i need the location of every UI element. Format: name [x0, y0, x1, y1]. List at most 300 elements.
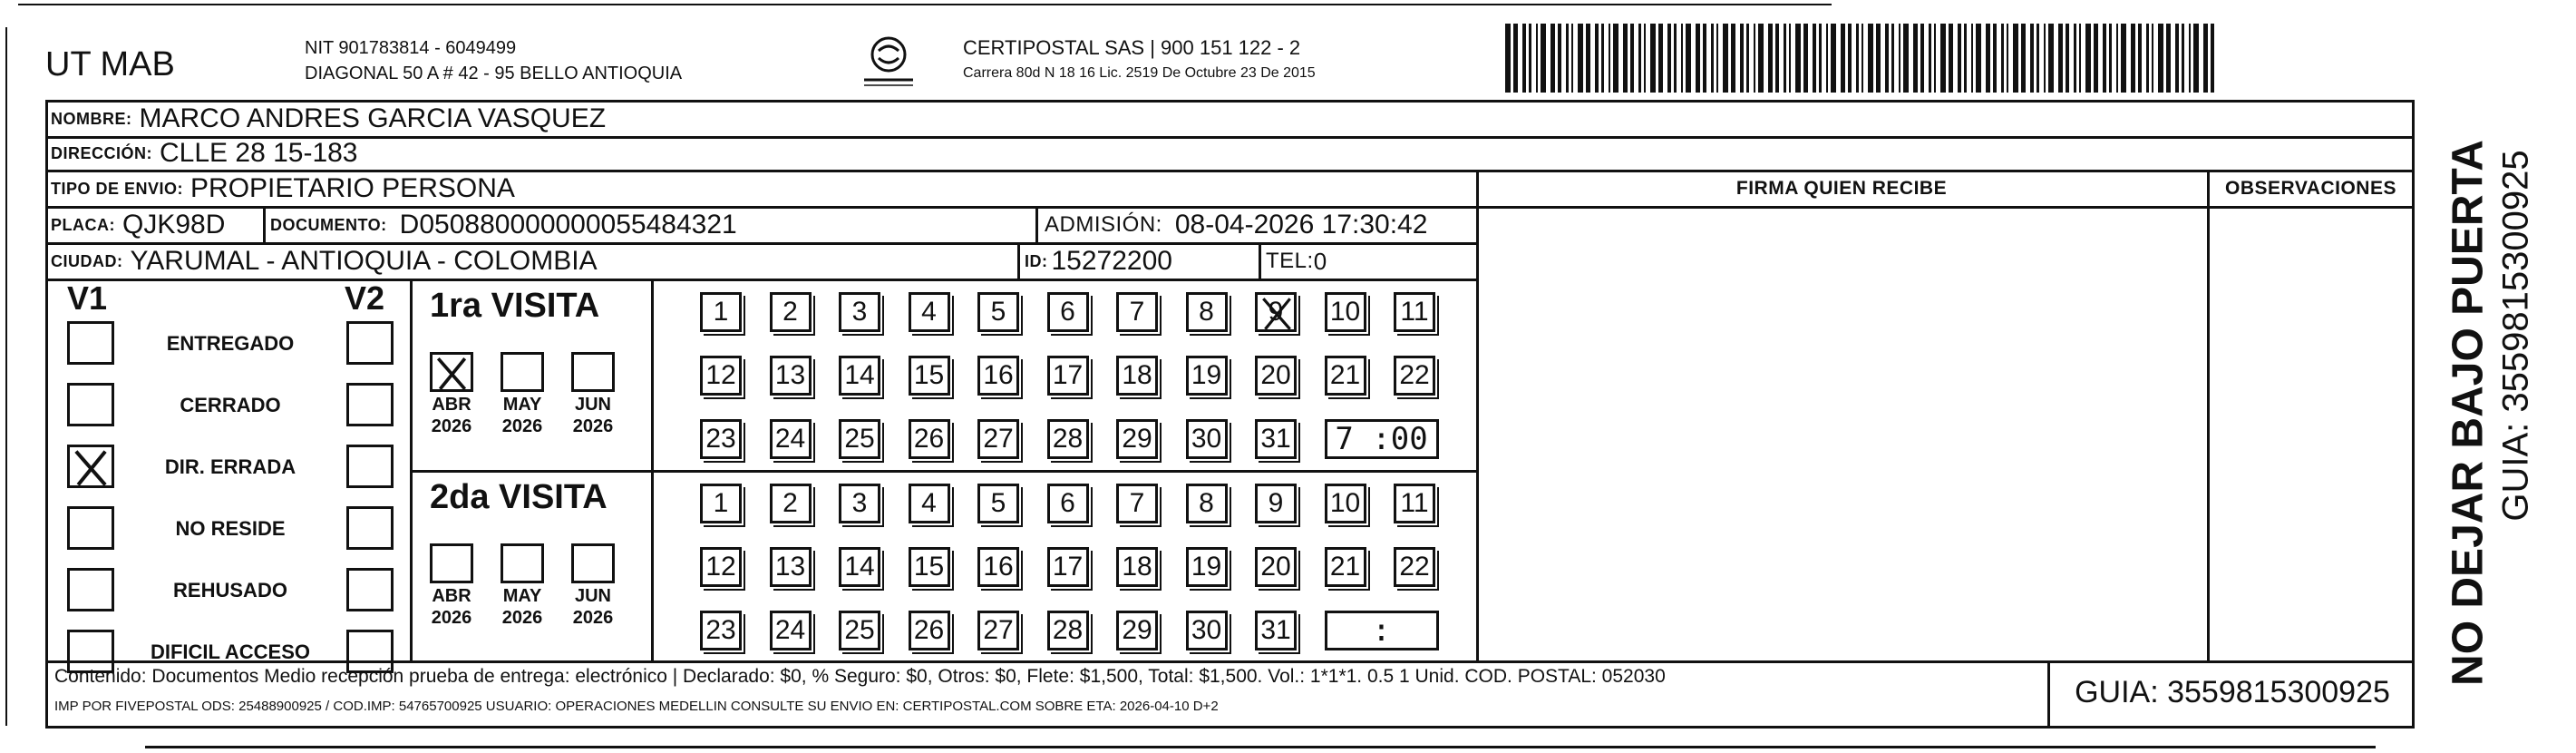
barcode-bar — [1819, 24, 1822, 93]
day-box[interactable] — [909, 356, 950, 396]
barcode-bar — [1891, 24, 1894, 93]
v1-label: V1 — [67, 279, 108, 317]
month-name: ABR — [432, 395, 471, 415]
check-x-icon — [1258, 295, 1296, 333]
id-label: ID: — [1025, 251, 1048, 270]
day-box[interactable] — [1394, 292, 1435, 332]
day-number: 22 — [1399, 552, 1430, 582]
barcode — [1505, 24, 2231, 93]
barcode-bar — [1856, 24, 1859, 93]
day-box[interactable] — [839, 611, 880, 650]
day-box[interactable] — [1325, 292, 1366, 332]
day-number: 21 — [1329, 360, 1361, 390]
barcode-bar — [2013, 24, 2018, 93]
day-box[interactable] — [977, 547, 1019, 587]
barcode-bar — [1768, 24, 1773, 93]
barcode-bar — [1789, 24, 1791, 93]
barcode-bar — [1623, 24, 1628, 93]
day-box[interactable] — [1186, 547, 1228, 587]
day-number: 23 — [705, 424, 736, 454]
barcode-bar — [2166, 24, 2171, 93]
day-box[interactable] — [839, 419, 880, 459]
day-box[interactable] — [909, 547, 950, 587]
barcode-bar — [1868, 24, 1873, 93]
barcode-bar — [1986, 24, 1990, 93]
day-number: 16 — [983, 360, 1014, 390]
nombre-row — [51, 102, 606, 136]
barcode-bar — [1929, 24, 1931, 93]
barcode-bar — [1949, 24, 1953, 93]
day-box[interactable] — [1186, 611, 1228, 650]
day-number: 16 — [983, 552, 1014, 582]
status-label: REHUSADO — [173, 579, 287, 601]
day-box[interactable] — [770, 611, 812, 650]
barcode-bar — [2058, 24, 2063, 93]
barcode-bar — [1731, 24, 1735, 93]
month-checkbox[interactable] — [501, 352, 544, 392]
barcode-bar — [1934, 24, 1936, 93]
barcode-bar — [1885, 24, 1889, 93]
day-number: 4 — [921, 488, 937, 518]
day-number: 12 — [705, 360, 736, 390]
day-box[interactable] — [839, 484, 880, 523]
day-box[interactable] — [1325, 484, 1366, 523]
day-number: 31 — [1260, 615, 1291, 645]
barcode-bar — [1686, 24, 1691, 93]
day-box[interactable] — [1047, 292, 1089, 332]
barcode-bar — [1795, 24, 1801, 93]
month-checkbox[interactable] — [430, 543, 473, 583]
barcode-bar — [1848, 24, 1852, 93]
day-box[interactable] — [700, 356, 742, 396]
barcode-bar — [1674, 24, 1677, 93]
day-box[interactable] — [839, 292, 880, 332]
month-checkbox[interactable] — [571, 543, 615, 583]
barcode-bar — [1876, 24, 1881, 93]
visit-title: 2da VISITA — [430, 478, 608, 516]
col-rule-obs — [2207, 170, 2210, 660]
day-box[interactable] — [1047, 419, 1089, 459]
day-number: 19 — [1191, 552, 1222, 582]
barcode-bar — [1862, 24, 1863, 93]
status-label: DIFICIL ACCESO — [150, 641, 310, 663]
month-label — [420, 394, 483, 437]
day-number: 29 — [1122, 615, 1152, 645]
day-number: 13 — [774, 360, 806, 390]
top-rule — [18, 4, 1832, 5]
day-box[interactable] — [1047, 547, 1089, 587]
month-checkbox[interactable] — [430, 352, 473, 392]
bottom-rule — [145, 746, 2376, 748]
day-number: 11 — [1400, 488, 1429, 518]
day-box[interactable] — [1186, 484, 1228, 523]
day-number: 2 — [783, 297, 798, 327]
footer-rule — [45, 660, 2415, 663]
day-box[interactable] — [909, 611, 950, 650]
observaciones-rule — [2207, 206, 2415, 209]
barcode-bar — [2193, 24, 2199, 93]
barcode-bar — [1667, 24, 1671, 93]
barcode-bar — [2138, 24, 2142, 93]
day-box[interactable] — [1116, 356, 1158, 396]
status-label: ENTREGADO — [166, 332, 295, 355]
admision-label: ADMISIÓN: — [1045, 212, 1162, 237]
day-number: 27 — [983, 424, 1014, 454]
barcode-bar — [1813, 24, 1816, 93]
day-box[interactable] — [909, 484, 950, 523]
day-box[interactable] — [1047, 484, 1089, 523]
day-number: 5 — [990, 297, 1006, 327]
barcode-bar — [2036, 24, 2039, 93]
v2-checkbox[interactable] — [346, 321, 394, 365]
left-rule — [5, 27, 7, 726]
day-box[interactable] — [770, 419, 812, 459]
day-box[interactable] — [1116, 484, 1158, 523]
month-label — [491, 585, 554, 629]
day-box[interactable] — [977, 419, 1019, 459]
barcode-bar — [1650, 24, 1656, 93]
v1-checkbox[interactable] — [67, 506, 114, 550]
day-box[interactable] — [770, 484, 812, 523]
day-number: 25 — [844, 615, 875, 645]
time-field[interactable] — [1325, 419, 1439, 459]
placa-label: PLACA: — [51, 215, 115, 234]
month-name: ABR — [432, 586, 471, 606]
placa-value: QJK98D — [122, 210, 226, 240]
placa-cell — [51, 208, 225, 242]
day-number: 19 — [1191, 360, 1222, 390]
day-number: 6 — [1060, 488, 1075, 518]
ciudad-label: CIUDAD: — [51, 251, 123, 270]
tipo-row — [51, 171, 515, 206]
day-number: 10 — [1329, 488, 1361, 518]
barcode-bar — [2152, 24, 2153, 93]
month-checkbox[interactable] — [571, 352, 615, 392]
barcode-bar — [1601, 24, 1604, 93]
row-rule-1 — [45, 136, 2415, 139]
day-box[interactable] — [1394, 484, 1435, 523]
barcode-bar — [2001, 24, 2004, 93]
month-label — [491, 394, 554, 437]
day-number: 20 — [1260, 552, 1291, 582]
day-box[interactable] — [1394, 356, 1435, 396]
check-x-icon — [70, 447, 112, 489]
direccion-row — [51, 137, 358, 170]
day-box[interactable] — [839, 356, 880, 396]
day-number: 7 — [1129, 488, 1145, 518]
month-year: 2026 — [501, 608, 543, 628]
barcode-bar — [2030, 24, 2034, 93]
day-box[interactable] — [1325, 547, 1366, 587]
day-box[interactable] — [1255, 419, 1297, 459]
month-name: MAY — [502, 395, 542, 415]
barcode-bar — [1638, 24, 1641, 93]
barcode-bar — [1784, 24, 1786, 93]
day-number: 11 — [1400, 297, 1429, 327]
admision-cell — [1045, 208, 1427, 242]
barcode-bar — [2085, 24, 2091, 93]
barcode-bar — [2021, 24, 2026, 93]
carrier-address: Carrera 80d N 18 16 Lic. 2519 De Octubre 23 De 2015 — [963, 65, 1316, 81]
v1-checkbox[interactable] — [67, 383, 114, 426]
barcode-bar — [1740, 24, 1744, 93]
barcode-bar — [1513, 24, 1518, 93]
day-number: 15 — [913, 360, 945, 390]
row-rule-6 — [410, 470, 1476, 473]
v1-checkbox[interactable] — [67, 445, 114, 488]
barcode-bar — [1703, 24, 1706, 93]
barcode-bar — [2048, 24, 2054, 93]
tel-value: 0 — [1313, 247, 1327, 275]
day-box[interactable] — [1255, 547, 1297, 587]
barcode-bar — [1920, 24, 1924, 93]
barcode-bar — [2158, 24, 2163, 93]
day-number: 29 — [1122, 424, 1152, 454]
day-box[interactable] — [1186, 356, 1228, 396]
day-box[interactable] — [1325, 356, 1366, 396]
direccion-value: CLLE 28 15-183 — [160, 138, 358, 168]
barcode-bar — [1964, 24, 1967, 93]
carrier-name: CERTIPOSTAL SAS | 900 151 122 - 2 — [963, 36, 1301, 59]
month-label — [420, 585, 483, 629]
day-box[interactable] — [700, 419, 742, 459]
day-box[interactable] — [909, 292, 950, 332]
observaciones-header — [2207, 171, 2415, 206]
day-box[interactable] — [1047, 356, 1089, 396]
check-x-icon — [433, 355, 471, 393]
barcode-bar — [1803, 24, 1808, 93]
day-box[interactable] — [700, 292, 742, 332]
day-box[interactable] — [1255, 356, 1297, 396]
time-field[interactable] — [1325, 611, 1439, 650]
footer-contenido: Contenido: Documentos Medio recepción prueba de entrega: electrónico | Declarado: $0, % Seguro: $0, Otros: $0, Flete: $1,500, Total: $1,500. Vol.: 1*1*1. 0.5 1 Unid. COD. POSTAL: 052030 — [54, 666, 1666, 687]
v1-checkbox[interactable] — [67, 568, 114, 611]
barcode-bar — [1630, 24, 1634, 93]
col-rule-status — [410, 279, 413, 660]
day-number: 27 — [983, 615, 1014, 645]
month-year: 2026 — [572, 608, 614, 628]
day-number: 20 — [1260, 360, 1291, 390]
barcode-bar — [1609, 24, 1610, 93]
barcode-bar — [2044, 24, 2046, 93]
barcode-bar — [1505, 24, 1511, 93]
day-box[interactable] — [977, 356, 1019, 396]
month-year: 2026 — [431, 608, 472, 628]
barcode-bar — [1723, 24, 1728, 93]
day-number: 8 — [1199, 488, 1214, 518]
day-number: 2 — [783, 488, 798, 518]
barcode-bar — [2131, 24, 2135, 93]
barcode-bar — [1903, 24, 1909, 93]
month-year: 2026 — [501, 416, 543, 436]
barcode-bar — [2175, 24, 2179, 93]
row-rule-5 — [45, 279, 1476, 281]
company-name: UT MAB — [45, 45, 175, 83]
barcode-bar — [2189, 24, 2191, 93]
day-box[interactable] — [909, 419, 950, 459]
day-box[interactable] — [839, 547, 880, 587]
barcode-bar — [2079, 24, 2081, 93]
day-number: 31 — [1260, 424, 1291, 454]
v2-checkbox[interactable] — [346, 568, 394, 611]
day-box[interactable] — [1186, 292, 1228, 332]
time-value: 7 :00 — [1335, 421, 1428, 457]
barcode-bar — [1529, 24, 1531, 93]
day-number: 14 — [844, 360, 875, 390]
barcode-bar — [1971, 24, 1973, 93]
barcode-bar — [2094, 24, 2098, 93]
day-number: 9 — [1268, 297, 1284, 327]
barcode-bar — [1536, 24, 1538, 93]
nombre-value: MARCO ANDRES GARCIA VASQUEZ — [139, 103, 607, 133]
day-number: 22 — [1399, 360, 1430, 390]
day-number: 10 — [1329, 297, 1361, 327]
barcode-bar — [1841, 24, 1845, 93]
month-name: MAY — [502, 586, 542, 606]
barcode-bar — [1658, 24, 1663, 93]
day-number: 24 — [774, 424, 806, 454]
month-year: 2026 — [572, 416, 614, 436]
barcode-bar — [1550, 24, 1555, 93]
day-box[interactable] — [1255, 611, 1297, 650]
day-box[interactable] — [1394, 547, 1435, 587]
barcode-bar — [2182, 24, 2184, 93]
day-number: 5 — [990, 488, 1006, 518]
day-number: 25 — [844, 424, 875, 454]
barcode-bar — [1754, 24, 1755, 93]
v1-checkbox[interactable] — [67, 321, 114, 365]
barcode-bar — [1746, 24, 1749, 93]
col-rule-doc — [263, 206, 266, 242]
barcode-bar — [2007, 24, 2008, 93]
day-number: 26 — [913, 424, 945, 454]
documento-cell — [270, 208, 737, 242]
barcode-bar — [1578, 24, 1583, 93]
day-box[interactable] — [1116, 419, 1158, 459]
day-box[interactable] — [1116, 611, 1158, 650]
col-rule-firma — [1476, 170, 1479, 660]
direccion-label: DIRECCIÓN: — [51, 143, 152, 162]
visit-title: 1ra VISITA — [430, 287, 600, 325]
day-box[interactable] — [770, 356, 812, 396]
barcode-bar — [1558, 24, 1561, 93]
month-label — [561, 585, 625, 629]
day-box[interactable] — [700, 484, 742, 523]
barcode-bar — [1899, 24, 1900, 93]
day-box[interactable] — [1255, 484, 1297, 523]
day-box[interactable] — [1047, 611, 1089, 650]
month-checkbox[interactable] — [501, 543, 544, 583]
day-number: 6 — [1060, 297, 1075, 327]
day-box[interactable] — [700, 547, 742, 587]
day-box[interactable] — [977, 484, 1019, 523]
barcode-bar — [1993, 24, 1997, 93]
company-nit: NIT 901783814 - 6049499 — [305, 38, 517, 58]
day-number: 1 — [713, 488, 729, 518]
tel-label: TEL: — [1266, 249, 1314, 273]
month-name: JUN — [574, 395, 611, 415]
day-number: 30 — [1191, 615, 1222, 645]
barcode-bar — [1571, 24, 1573, 93]
day-number: 18 — [1122, 360, 1152, 390]
status-label: CERRADO — [180, 394, 281, 416]
barcode-bar — [1826, 24, 1828, 93]
day-number: 28 — [1052, 615, 1084, 645]
day-number: 14 — [844, 552, 875, 582]
day-box[interactable] — [770, 547, 812, 587]
barcode-bar — [2146, 24, 2149, 93]
ciudad-cell — [51, 244, 598, 279]
v2-checkbox[interactable] — [346, 445, 394, 488]
barcode-bar — [1958, 24, 1961, 93]
barcode-bar — [2211, 24, 2214, 93]
certipostal-logo — [857, 34, 920, 89]
day-box[interactable] — [1116, 547, 1158, 587]
documento-label: DOCUMENTO: — [270, 215, 387, 234]
day-number: 18 — [1122, 552, 1152, 582]
col-rule-months — [651, 279, 654, 660]
day-box[interactable] — [770, 292, 812, 332]
day-number: 9 — [1268, 488, 1284, 518]
barcode-bar — [2116, 24, 2118, 93]
barcode-bar — [1696, 24, 1700, 93]
side-warning: NO DEJAR BAJO PUERTA — [2444, 140, 2493, 686]
day-number: 3 — [851, 297, 868, 327]
day-box[interactable] — [1186, 419, 1228, 459]
month-name: JUN — [574, 586, 611, 606]
day-number: 12 — [705, 552, 736, 582]
barcode-bar — [2074, 24, 2076, 93]
v2-checkbox[interactable] — [346, 506, 394, 550]
day-number: 23 — [705, 615, 736, 645]
day-box[interactable] — [700, 611, 742, 650]
month-label — [561, 394, 625, 437]
barcode-bar — [1711, 24, 1714, 93]
id-value: 15272200 — [1051, 246, 1172, 276]
day-box[interactable] — [1116, 292, 1158, 332]
v2-label: V2 — [345, 279, 385, 317]
id-cell — [1025, 244, 1172, 279]
status-label: DIR. ERRADA — [164, 455, 296, 478]
firma-header — [1476, 171, 2207, 206]
day-box[interactable] — [1255, 292, 1297, 332]
barcode-bar — [2109, 24, 2112, 93]
documento-value: D050880000000055484321 — [399, 210, 737, 240]
barcode-bar — [1758, 24, 1764, 93]
barcode-bar — [1541, 24, 1546, 93]
day-box[interactable] — [977, 611, 1019, 650]
barcode-bar — [1681, 24, 1683, 93]
month-year: 2026 — [431, 416, 472, 436]
barcode-bar — [1716, 24, 1718, 93]
day-number: 7 — [1129, 297, 1145, 327]
tel-cell — [1266, 244, 1327, 279]
day-number: 28 — [1052, 424, 1084, 454]
barcode-bar — [1775, 24, 1779, 93]
day-number: 30 — [1191, 424, 1222, 454]
day-box[interactable] — [977, 292, 1019, 332]
barcode-bar — [1613, 24, 1619, 93]
admision-value: 08-04-2026 17:30:42 — [1174, 210, 1428, 240]
v2-checkbox[interactable] — [346, 383, 394, 426]
day-number: 26 — [913, 615, 945, 645]
barcode-bar — [1940, 24, 1946, 93]
day-number: 17 — [1052, 360, 1084, 390]
barcode-bar — [2121, 24, 2126, 93]
col-rule-guia — [2047, 660, 2050, 729]
tipo-label: TIPO DE ENVIO: — [51, 179, 184, 198]
status-label: NO RESIDE — [175, 517, 286, 540]
